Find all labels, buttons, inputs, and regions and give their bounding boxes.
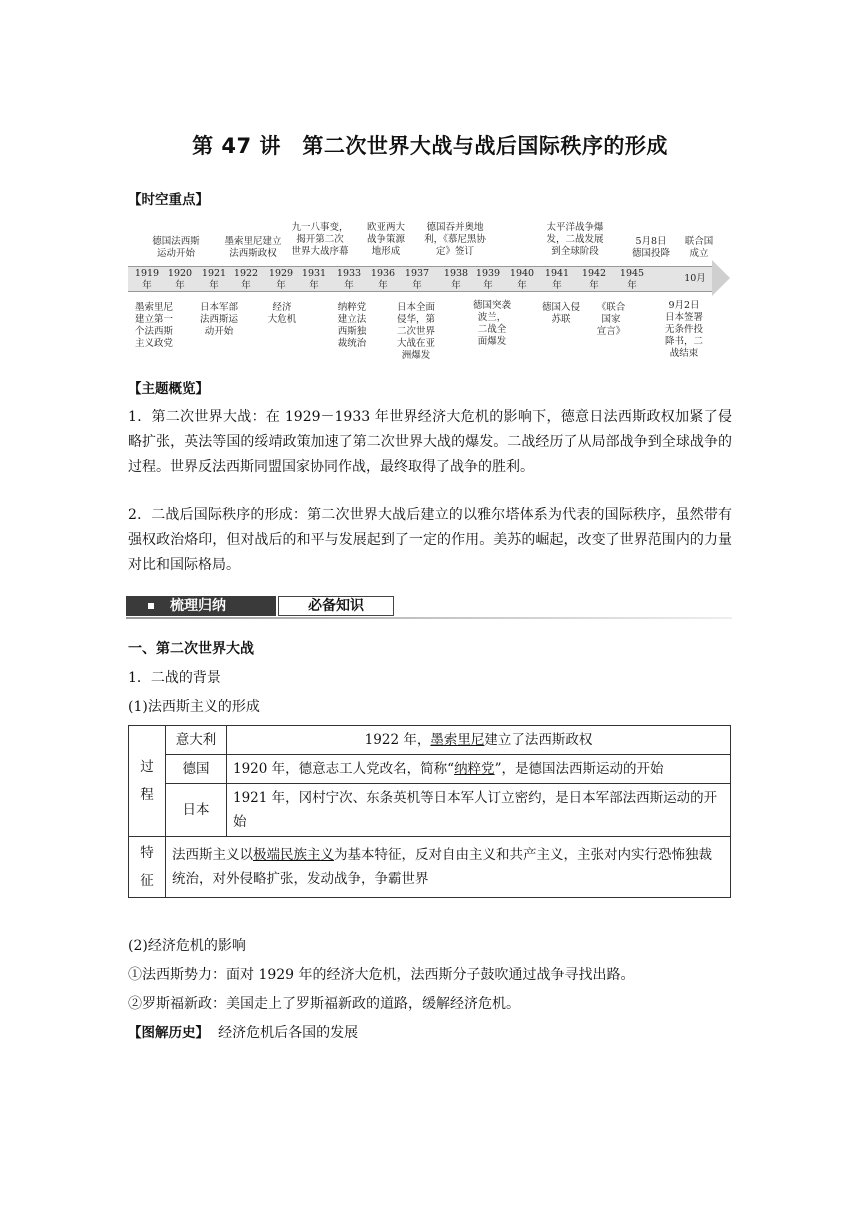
timeline-note-above: 德国法西斯 运动开始	[152, 236, 200, 259]
zhuti-heading: 【主题概览】	[128, 381, 209, 397]
timeline-note-above: 太平洋战争爆 发，二战发展 到全球阶段	[546, 222, 604, 257]
square-icon	[148, 603, 154, 609]
table-row	[129, 755, 731, 784]
timeline-date: 10月	[684, 273, 706, 284]
cell-text: 1922 年，	[364, 732, 431, 748]
timeline-date: 1936 年	[370, 268, 396, 291]
timeline-arrow-head	[712, 260, 730, 296]
timeline-date: 1945 年	[619, 268, 645, 291]
list-item: ①法西斯势力：面对 1929 年的经济大危机，法西斯分子鼓吹通过战争寻找出路。	[128, 967, 635, 983]
timeline-note-below: 纳粹党 建立法 西斯独 裁统治	[337, 302, 367, 349]
timeline-note-below: 《联合 国家 宣言》	[596, 302, 626, 337]
tujie-line	[128, 1021, 358, 1042]
table-row	[129, 837, 731, 898]
country-cell: 德国	[166, 755, 227, 784]
timeline-date: 1938 年	[443, 268, 469, 291]
tujie-heading: 【图解历史】	[128, 1025, 209, 1041]
banner-underline	[126, 617, 732, 619]
timeline-note-above: 5月8日 德国投降	[631, 236, 670, 259]
cell-underlined-text: 纳粹党	[454, 761, 495, 777]
table-row	[129, 784, 731, 837]
table-row	[129, 726, 731, 755]
country-cell: 日本	[166, 784, 227, 837]
section-heading: 一、第二次世界大战	[128, 641, 254, 657]
timeline-date: 1931 年	[301, 268, 327, 291]
timeline-note-below: 德国入侵 苏联	[541, 302, 580, 325]
content-cell	[227, 784, 731, 837]
fascism-table	[128, 725, 731, 898]
banner-right-label: 必备知识	[278, 596, 394, 616]
cell-text: 1921 年，冈村宁次、东条英机等日本军人订立密约，是日本军部法西斯运动的开始	[233, 790, 718, 830]
timeline-date: 1921 年	[201, 268, 227, 291]
timeline-date: 1939 年	[475, 268, 501, 291]
timeline-date: 1933 年	[336, 268, 362, 291]
cell-text: 1920 年，德意志工人党改名，简称“	[233, 761, 455, 777]
timeline-note-above: 德国吞并奥地 利，《慕尼黑协 定》签订	[424, 222, 486, 257]
country-cell: 意大利	[166, 726, 227, 755]
timeline-note-above: 九一八事变， 揭开第二次 世界大战序幕	[291, 222, 349, 257]
timeline-date: 1922 年	[233, 268, 259, 291]
banner-left	[126, 596, 276, 616]
list-item: ②罗斯福新政：美国走上了罗斯福新政的道路，缓解经济危机。	[128, 996, 520, 1012]
section-banner	[126, 596, 732, 618]
subheading-background: 1．二战的背景	[128, 670, 221, 686]
cell-text: ”，是德国法西斯运动的开始	[494, 761, 664, 777]
overview-paragraph-2: 2．二战后国际秩序的形成：第二次世界大战后建立的以雅尔塔体系为代表的国际秩序，虽然带有强权政治烙印，但对战后的和平与发展起到了一定的作用。美苏的崛起，改变了世界范围内的力量对比和国际格局。	[128, 507, 732, 573]
shikong-heading: 【时空重点】	[128, 192, 209, 208]
timeline-note-below: 9月2日 日本签署 无条件投 降书，二 战结束	[664, 300, 703, 359]
timeline-note-below: 日本军部 法西斯运 动开始	[199, 302, 238, 337]
cell-text: 法西斯主义以	[172, 847, 253, 863]
feature-label: 特 征	[129, 837, 166, 898]
timeline-note-above: 墨索里尼建立 法西斯政权	[224, 236, 282, 259]
timeline-date: 1940 年	[509, 268, 535, 291]
subheading-crisis: (2)经济危机的影响	[128, 938, 246, 954]
cell-underlined-text: 极端民族主义	[253, 847, 334, 863]
content-cell	[166, 837, 731, 898]
timeline-date: 1919 年	[134, 268, 160, 291]
process-label: 过 程	[129, 726, 166, 837]
timeline-date: 1941 年	[544, 268, 570, 291]
subheading-fascism: (1)法西斯主义的形成	[128, 699, 260, 715]
timeline-date: 1920 年	[167, 268, 193, 291]
cell-underlined-text: 墨索里尼	[430, 732, 485, 748]
timeline-note-below: 德国突袭 波兰， 二战全 面爆发	[472, 300, 511, 347]
timeline-note-below: 日本全面 侵华，第 二次世界 大战在亚 洲爆发	[396, 302, 435, 361]
tujie-text: 经济危机后各国的发展	[218, 1025, 359, 1041]
timeline-note-above: 联合国 成立	[684, 236, 714, 259]
cell-text: 建立了法西斯政权	[484, 732, 593, 748]
page-title: 第 47 讲 第二次世界大战与战后国际秩序的形成	[192, 134, 668, 158]
timeline-date: 1942 年	[581, 268, 607, 291]
content-cell	[227, 726, 731, 755]
timeline-note-below: 墨索里尼 建立第一 个法西斯 主义政党	[134, 302, 173, 349]
banner-left-label: 梳理归纳	[170, 598, 226, 614]
overview-paragraph-1: 1．第二次世界大战：在 1929－1933 年世界经济大危机的影响下，德意日法西斯政权加紧了侵略扩张，英法等国的绥靖政策加速了第二次世界大战的爆发。二战经历了从局部战争到全球战争的过程。世界反法西斯同盟国家协同作战，最终取得了战争的胜利。	[128, 409, 732, 475]
timeline-date: 1929 年	[268, 268, 294, 291]
cell-text: 为基本特征，反对自由主义和共产主义，主张对内实行恐怖独裁统治，对外侵略扩张，发动战争，争霸世界	[172, 847, 712, 887]
timeline-note-below: 经济 大危机	[267, 302, 297, 325]
timeline-note-above: 欧亚两大 战争策源 地形成	[366, 222, 405, 257]
content-cell	[227, 755, 731, 784]
timeline-date: 1937 年	[404, 268, 430, 291]
